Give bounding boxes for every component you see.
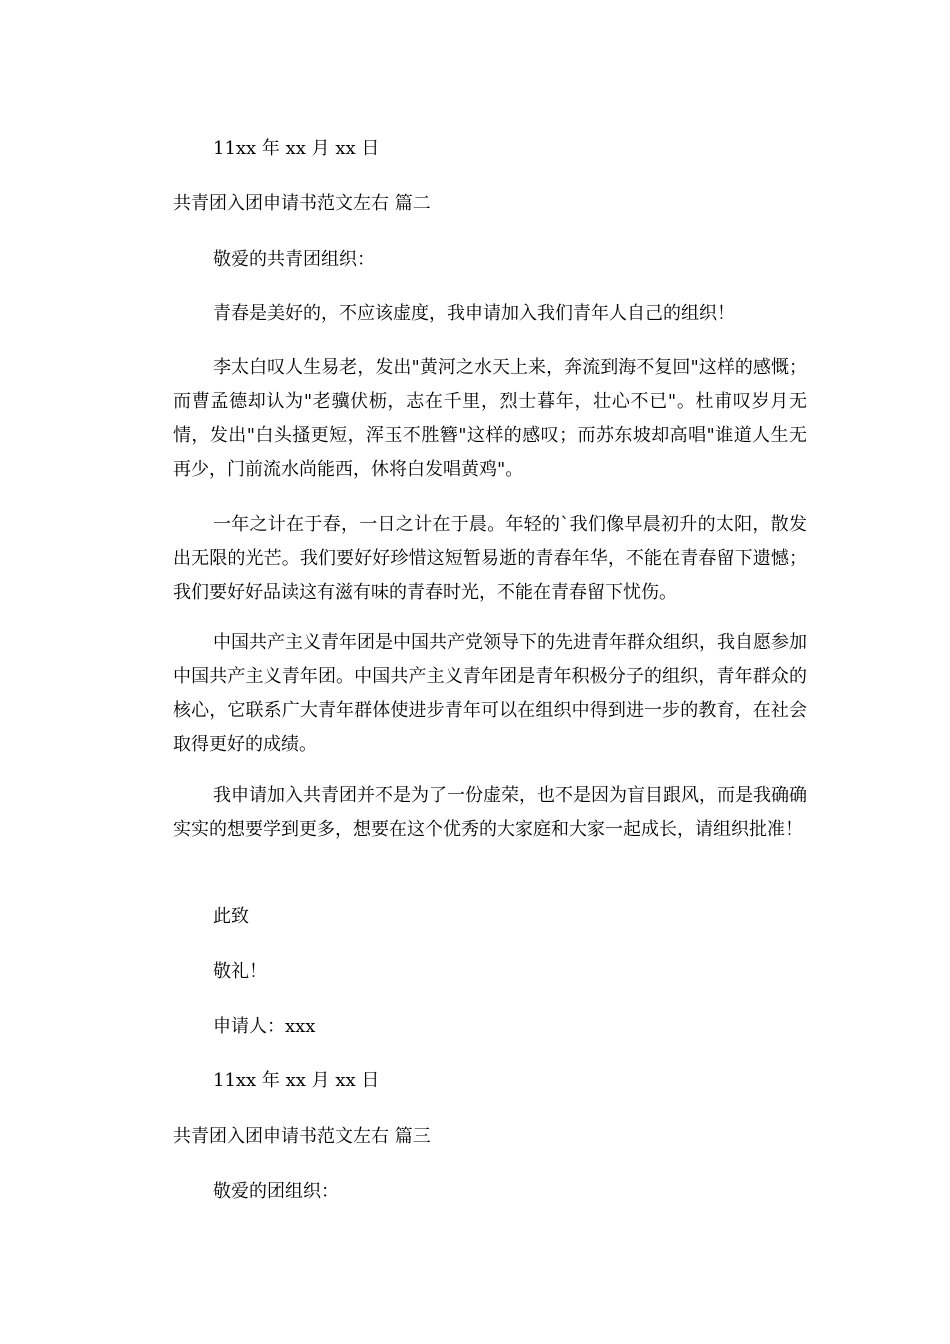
salutation: 敬爱的共青团组织： xyxy=(213,249,375,270)
section-heading: 共青团入团申请书范文左右 篇二 xyxy=(173,193,431,214)
closing-greeting: 敬礼！ xyxy=(213,961,267,982)
date-line: 11xx 年 xx 月 xx 日 xyxy=(213,1070,380,1091)
applicant-line: 申请人：xxx xyxy=(213,1016,316,1037)
section-heading: 共青团入团申请书范文左右 篇三 xyxy=(173,1126,431,1147)
body-paragraph: 一年之计在于春，一日之计在于晨。年轻的`我们像早晨初升的太阳，散发出无限的光芒。我们要好好珍惜这短暂易逝的青春年华，不能在青春留下遗憾；我们要好好品读这有滋有味的青春时光，不能在青春留下忧伤。 xyxy=(173,514,807,603)
salutation: 敬爱的团组织： xyxy=(213,1181,339,1202)
body-paragraph: 青春是美好的，不应该虚度，我申请加入我们青年人自己的组织！ xyxy=(213,303,735,324)
body-paragraph: 中国共产主义青年团是中国共产党领导下的先进青年群众组织，我自愿参加中国共产主义青年团。中国共产主义青年团是青年积极分子的组织，青年群众的核心，它联系广大青年群体使进步青年可以在组织中得到进一步的教育，在社会取得更好的成绩。 xyxy=(173,632,807,755)
date-line: 11xx 年 xx 月 xx 日 xyxy=(213,138,380,159)
body-paragraph: 李太白叹人生易老，发出"黄河之水天上来，奔流到海不复回"这样的感慨；而曹孟德却认为"老骥伏枥，志在千里，烈士暮年，壮心不已"。杜甫叹岁月无情，发出"白头搔更短，浑玉不胜簪"这样的感叹；而苏东坡却高唱"谁道人生无再少，门前流水尚能西，休将白发唱黄鸡"。 xyxy=(173,357,807,480)
closing-line: 此致 xyxy=(213,906,249,927)
body-paragraph: 我申请加入共青团并不是为了一份虚荣，也不是因为盲目跟风，而是我确确实实的想要学到更多，想要在这个优秀的大家庭和大家一起成长，请组织批准！ xyxy=(173,785,807,840)
